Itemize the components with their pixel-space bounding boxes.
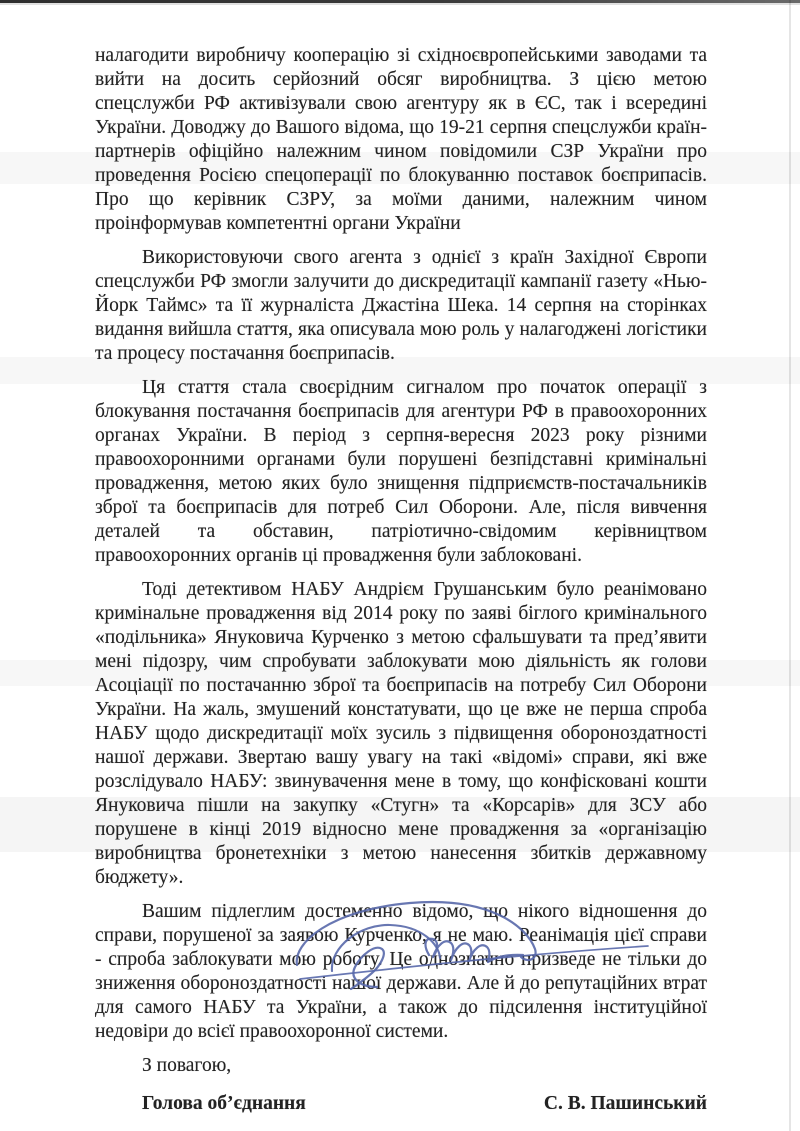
scan-top-edge-shadow bbox=[0, 3, 800, 5]
paragraph-3: Ця стаття стала своєрідним сигналом про початок операції з блокування постачання боєприпасів для агентури РФ в правоохоронних органах України. В період з серпня-вересня 2023 року різними правоохоронними органами були порушені безпідставні кримінальні провадження, метою яких було знищення підприємств-постачальників зброї та боєприпасів для потреб Сил Оборони. Але, після вивчення деталей та обставин, патріотично-свідомим керівництвом правоохоронних органів ці провадження були заблоковані. bbox=[95, 377, 707, 566]
paragraph-2: Використовуючи свого агента з однієї з країн Західної Європи спецслужби РФ змогли залучити до дискредитації кампанії газету «Нью-Йорк Таймс» та її журналіста Джастіна Шека. 14 серпня на сторінках видання вийшла стаття, яка описувала мою роль у налагоджені логістики та процесу постачання боєприпасів. bbox=[95, 247, 707, 364]
signature-title: Голова об’єднання bbox=[142, 1093, 306, 1114]
paragraph-1: налагодити виробничу кооперацію зі східноєвропейськими заводами та вийти на досить серйозний обсяг виробництва. З цією метою спецслужби РФ активізували свою агентуру як в ЄС, так і всередині України. Доводжу до Вашого відома, що 19-21 серпня спецслужби країн-партнерів офіційно належним чином повідомили СЗР України про проведення Росією спецоперації по блокуванню поставок боєприпасів. Про що керівник СЗРУ, за моїми даними, належним чином проінформував компетентні органи України bbox=[95, 45, 707, 234]
signature-name: С. В. Пашинський bbox=[543, 1093, 707, 1114]
signature-row bbox=[95, 1092, 707, 1116]
paragraph-4: Тоді детективом НАБУ Андрієм Грушанським було реанімовано кримінальне провадження від 2014 року по заяві біглого кримінального «подільника» Януковича Курченко з метою сфальшувати та пред’явити мені підозру, чим спробувати заблокувати мою діяльність як голови Асоціації по постачанню зброї та боєприпасів на потребу Сил Оборони України. На жаль, змушений констатувати, що це вже не перша спроба НАБУ щодо дискредитації моїх зусиль з підвищення обороноздатності нашої держави. Звертаю вашу увагу на такі «відомі» справи, які вже розслідувало НАБУ: звинувачення мене в тому, що конфісковані кошти Януковича пішли на закупку «Стугн» та «Корсарів» для ЗСУ або порушене в кінці 2019 відносно мене провадження за «організацію виробництва бронетехніки з метою нанесення збитків державному бюджету». bbox=[95, 579, 707, 888]
paragraph-5: Вашим підлеглим достеменно відомо, що нікого відношення до справи, порушеної за заявою Курченко, я не маю. Реанімація цієї справи - спроба заблокувати мою роботу. Це однозначно призведе не тільки до зниження обороноздатності нашої держави. Але й до репутаційних втрат для самого НАБУ та України, а також до підсилення інституційної недовіри до всієї правоохоронної системи. bbox=[95, 901, 707, 1042]
closing-salutation: З повагою, bbox=[142, 1055, 232, 1076]
letter-body bbox=[95, 44, 707, 1116]
